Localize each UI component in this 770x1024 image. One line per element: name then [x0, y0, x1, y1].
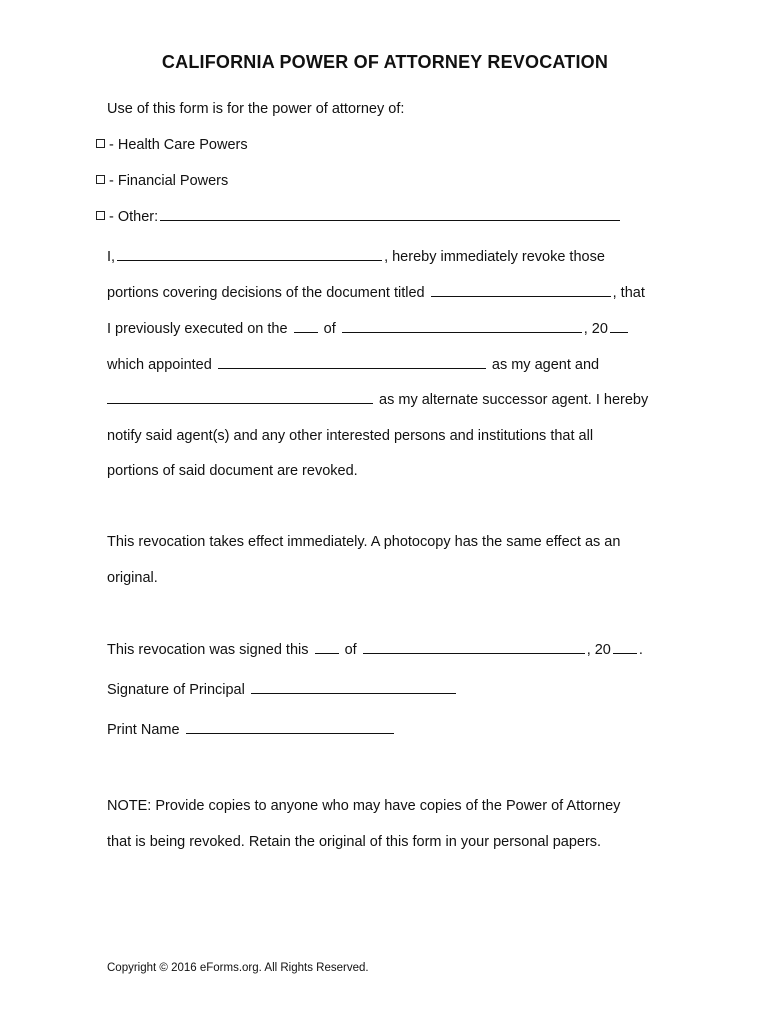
document-title-field[interactable]	[431, 284, 611, 297]
signed-line-d: .	[638, 642, 643, 658]
principal-name-field[interactable]	[117, 248, 382, 261]
body-line-3-b: of	[323, 321, 336, 337]
body-line-2-b: , that	[612, 285, 645, 301]
body-line-3-a: I previously executed on the	[107, 321, 288, 337]
signed-day-field[interactable]	[315, 641, 339, 654]
print-name-label: Print Name	[107, 722, 180, 738]
option-financial[interactable]	[96, 172, 228, 190]
effect-line-1: This revocation takes effect immediately. A photocopy has the same effect as an	[107, 534, 621, 550]
body-line-5-b: as my alternate successor agent. I hereby	[379, 392, 649, 408]
signed-year-field[interactable]	[613, 641, 637, 654]
body-line-1-a: I,	[107, 249, 116, 265]
body-line-1-b: , hereby immediately revoke those	[384, 249, 605, 265]
body-line-5	[107, 391, 648, 409]
option-health-care[interactable]	[96, 136, 248, 154]
body-line-2	[107, 284, 645, 302]
alternate-agent-field[interactable]	[107, 391, 373, 404]
signed-line-a: This revocation was signed this	[107, 642, 309, 658]
signed-line-c: , 20	[586, 642, 611, 658]
checkbox-financial[interactable]	[96, 175, 105, 184]
body-line-6: notify said agent(s) and any other interested persons and institutions that all	[107, 428, 594, 444]
signature-label: Signature of Principal	[107, 682, 245, 698]
signed-month-field[interactable]	[363, 641, 585, 654]
print-name-field[interactable]	[186, 721, 394, 734]
signed-line	[107, 641, 643, 659]
other-field[interactable]	[160, 208, 620, 221]
executed-year-field[interactable]	[610, 320, 628, 333]
agent-name-field[interactable]	[218, 356, 486, 369]
body-line-4-a: which appointed	[107, 357, 212, 373]
option-financial-label: - Financial Powers	[109, 173, 229, 189]
body-line-7: portions of said document are revoked.	[107, 463, 358, 479]
body-line-3-c: , 20	[583, 321, 608, 337]
executed-month-field[interactable]	[342, 320, 582, 333]
note-line-1: NOTE: Provide copies to anyone who may have copies of the Power of Attorney	[107, 798, 621, 814]
body-line-4	[107, 356, 599, 374]
print-name-line	[107, 721, 396, 739]
checkbox-health-care[interactable]	[96, 139, 105, 148]
body-line-1	[107, 248, 605, 266]
option-other[interactable]	[96, 208, 622, 226]
body-line-2-a: portions covering decisions of the document titled	[107, 285, 425, 301]
body-line-4-b: as my agent and	[491, 357, 600, 373]
document-title: CALIFORNIA POWER OF ATTORNEY REVOCATION	[161, 52, 609, 72]
signature-line	[107, 681, 458, 699]
intro-text: Use of this form is for the power of attorney of:	[107, 101, 405, 117]
body-line-3	[107, 320, 630, 338]
note-line-2: that is being revoked. Retain the original of this form in your personal papers.	[107, 834, 602, 850]
copyright-footer: Copyright © 2016 eForms.org. All Rights Reserved.	[107, 962, 369, 974]
effect-line-2: original.	[107, 570, 158, 586]
option-other-label: - Other:	[109, 209, 159, 225]
checkbox-other[interactable]	[96, 211, 105, 220]
signature-field[interactable]	[251, 681, 456, 694]
executed-day-field[interactable]	[294, 320, 318, 333]
signed-line-b: of	[344, 642, 357, 658]
option-health-care-label: - Health Care Powers	[109, 137, 248, 153]
